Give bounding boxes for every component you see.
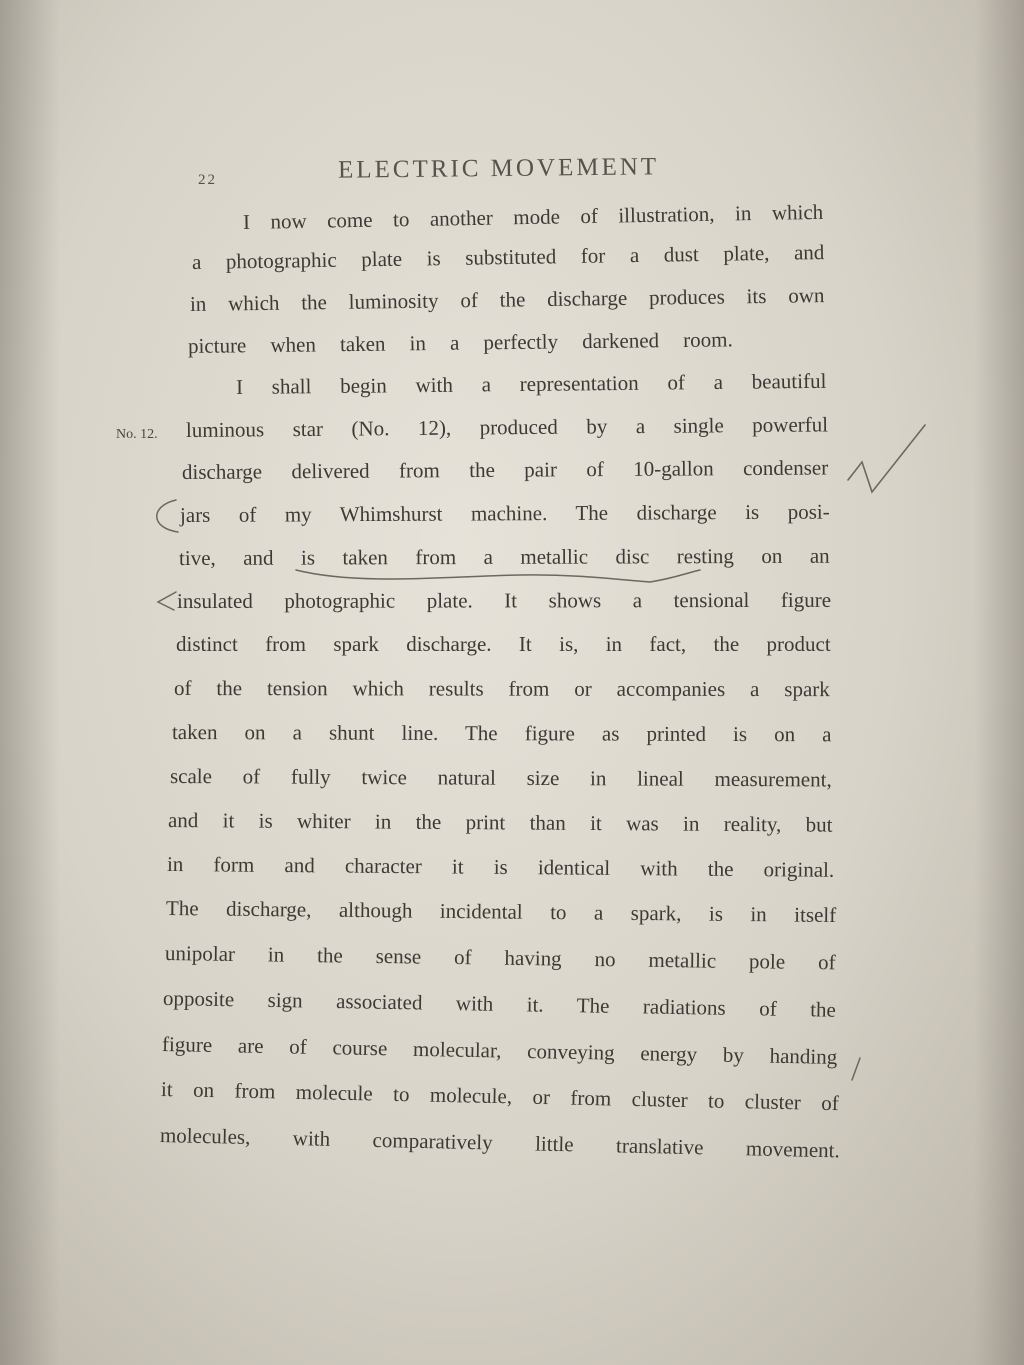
text-line: scale of fully twice natural size in lineal measurement, (169, 764, 832, 792)
text-line: taken on a shunt line. The figure as printed is on a (171, 720, 832, 747)
text-line: The discharge, although incidental to a spark, is in itself (165, 896, 837, 928)
text-line: tive, and is taken from a metallic disc resting on an (178, 543, 830, 570)
text-line: jars of my Whimshurst machine. The discharge is posi- (179, 499, 830, 527)
page-number: 22 (198, 172, 217, 188)
text-line: of the tension which results from or accompanies a spark (173, 676, 830, 702)
text-line: opposite sign associated with it. The radiations of the (162, 986, 837, 1022)
text-line: and it is whiter in the print than it was in reality, but (167, 808, 833, 837)
text-line: molecules, with comparatively little translative movement. (159, 1123, 841, 1163)
pencil-check-mark (848, 425, 925, 492)
text-line: a photographic plate is substituted for a dust plate, and (191, 240, 825, 274)
text-line: insulated photographic plate. It shows a tensional figure (176, 587, 832, 613)
margin-note: No. 12. (116, 427, 158, 442)
text-line: I shall begin with a representation of a beautiful (235, 368, 827, 399)
text-line: in form and character it is identical with the original. (166, 852, 835, 882)
text-line: unipolar in the sense of having no metallic pole of (164, 941, 836, 975)
text-line: it on from molecule to molecule, or from cluster to cluster of (160, 1077, 839, 1116)
text-line: figure are of course molecular, conveying energy by handing (161, 1032, 838, 1069)
text-line: picture when taken in a perfectly darkened room. (187, 327, 733, 358)
pencil-underline (296, 570, 700, 582)
text-line: I now come to another mode of illustration, in which (242, 199, 824, 234)
text-line: luminous star (No. 12), produced by a single powerful (185, 412, 829, 442)
text-line: distinct from spark discharge. It is, in fact, the product (176, 632, 831, 656)
page-shadow-right (974, 0, 1024, 1365)
text-line: discharge delivered from the pair of 10-gallon condenser (181, 455, 829, 484)
running-head: ELECTRIC MOVEMENT (337, 153, 660, 184)
pencil-tick-mark (852, 1058, 860, 1080)
pencil-bracket-lower (158, 592, 176, 610)
text-line: in which the luminosity of the discharge produces its own (189, 283, 825, 316)
page-shadow-left (0, 0, 60, 1365)
pencil-bracket-open (157, 500, 178, 532)
